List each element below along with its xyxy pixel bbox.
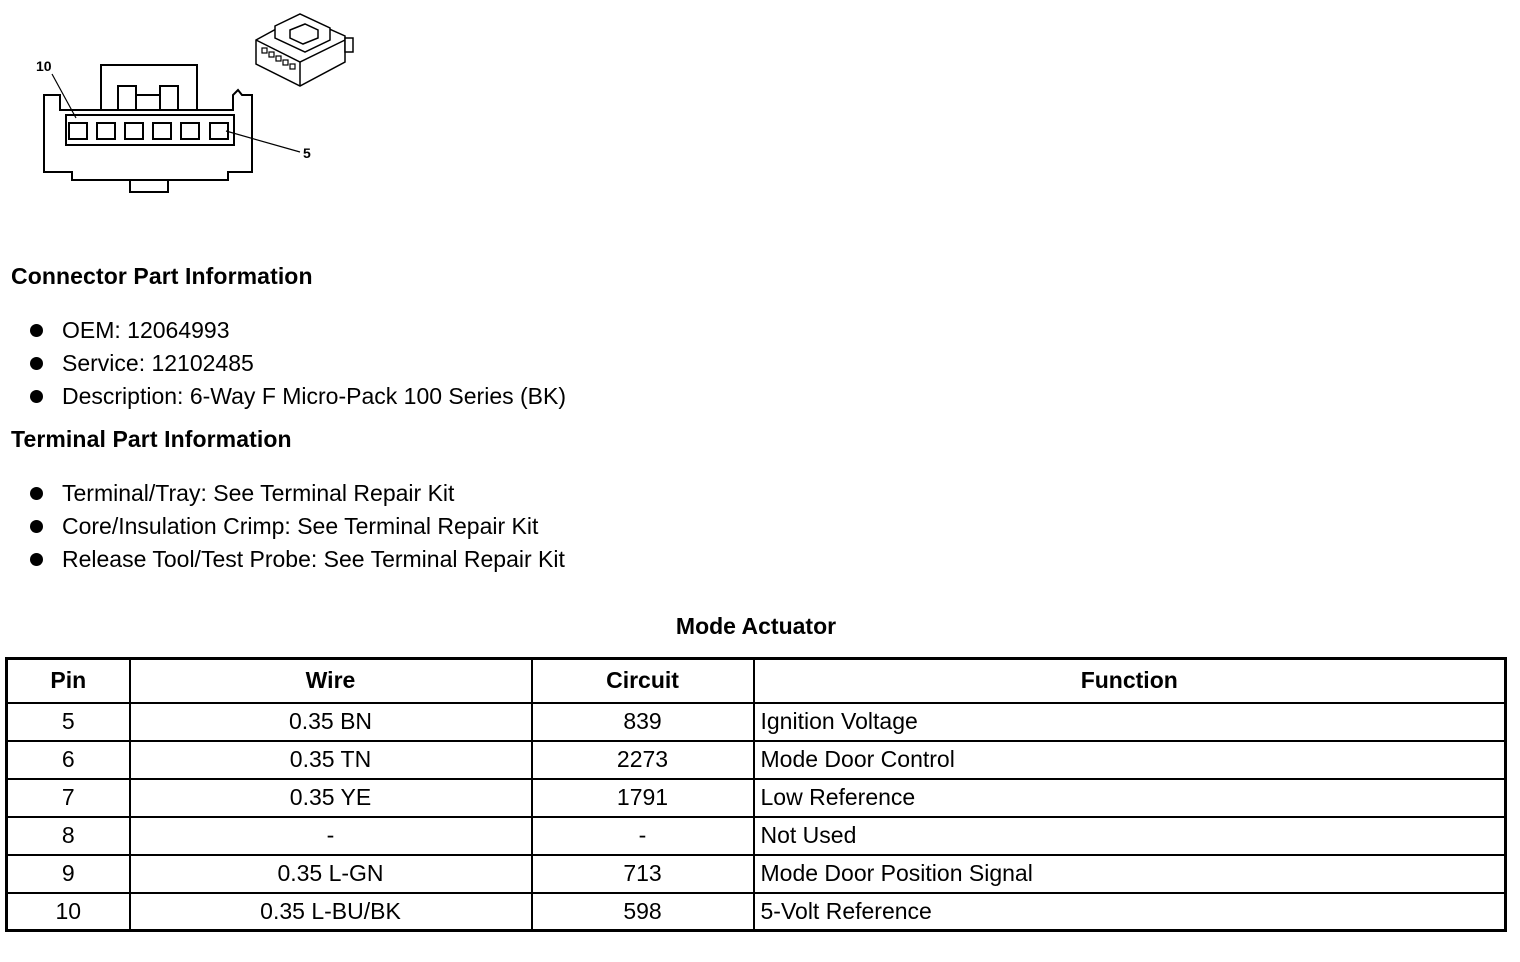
cell-circuit: 713 [532, 855, 754, 893]
pin-label-10: 10 [36, 58, 52, 74]
cell-circuit: - [532, 817, 754, 855]
connector-part-info-title: Connector Part Information [11, 263, 313, 289]
header-wire: Wire [130, 659, 532, 703]
cell-circuit: 598 [532, 893, 754, 931]
list-item: OEM: 12064993 [28, 314, 566, 347]
cell-wire: 0.35 BN [130, 703, 532, 741]
cell-pin: 7 [7, 779, 130, 817]
cell-function: 5-Volt Reference [754, 893, 1506, 931]
pin-label-5: 5 [303, 145, 311, 161]
pinout-table [5, 657, 1507, 932]
cell-pin: 5 [7, 703, 130, 741]
bullet-icon [30, 487, 43, 500]
cell-function: Mode Door Control [754, 741, 1506, 779]
cell-pin: 9 [7, 855, 130, 893]
connector-face-drawing [0, 0, 380, 210]
bullet-icon [30, 390, 43, 403]
list-item: Release Tool/Test Probe: See Terminal Repair Kit [28, 543, 565, 576]
terminal-part-info-title: Terminal Part Information [11, 426, 292, 452]
connector-part-info-list [28, 314, 566, 413]
cell-function: Ignition Voltage [754, 703, 1506, 741]
bullet-icon [30, 357, 43, 370]
table-row [7, 817, 1506, 855]
cell-wire: 0.35 L-BU/BK [130, 893, 532, 931]
terminal-part-info-list [28, 477, 565, 576]
list-item: Description: 6-Way F Micro-Pack 100 Series (BK) [28, 380, 566, 413]
cell-wire: - [130, 817, 532, 855]
table-row [7, 779, 1506, 817]
table-header-row [7, 659, 1506, 703]
cell-pin: 6 [7, 741, 130, 779]
list-item: Terminal/Tray: See Terminal Repair Kit [28, 477, 565, 510]
header-function: Function [754, 659, 1506, 703]
cell-pin: 8 [7, 817, 130, 855]
connector-diagram [0, 0, 380, 210]
table-row [7, 893, 1506, 931]
cell-function: Not Used [754, 817, 1506, 855]
cell-wire: 0.35 TN [130, 741, 532, 779]
table-row [7, 703, 1506, 741]
table-row [7, 855, 1506, 893]
cell-function: Mode Door Position Signal [754, 855, 1506, 893]
cell-wire: 0.35 L-GN [130, 855, 532, 893]
bullet-icon [30, 553, 43, 566]
bullet-icon [30, 324, 43, 337]
cell-function: Low Reference [754, 779, 1506, 817]
cell-circuit: 839 [532, 703, 754, 741]
table-title: Mode Actuator [675, 613, 837, 639]
cell-circuit: 2273 [532, 741, 754, 779]
header-pin: Pin [7, 659, 130, 703]
bullet-icon [30, 520, 43, 533]
connector-iso-icon [256, 14, 353, 86]
cell-circuit: 1791 [532, 779, 754, 817]
cell-pin: 10 [7, 893, 130, 931]
list-item: Core/Insulation Crimp: See Terminal Repair Kit [28, 510, 565, 543]
cell-wire: 0.35 YE [130, 779, 532, 817]
pin-cavities [69, 123, 228, 139]
header-circuit: Circuit [532, 659, 754, 703]
table-row [7, 741, 1506, 779]
list-item: Service: 12102485 [28, 347, 566, 380]
